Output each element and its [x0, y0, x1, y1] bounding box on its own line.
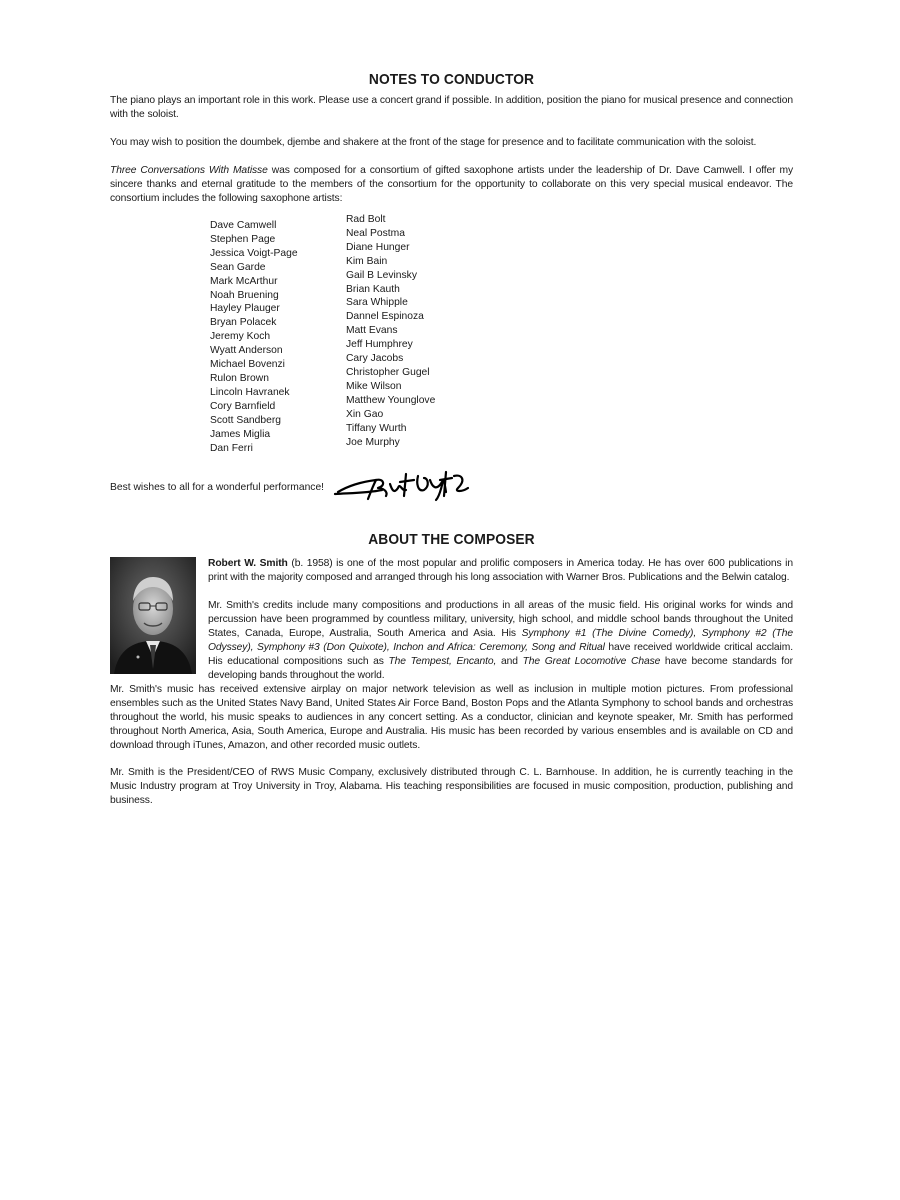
bio-credits-text: have become standards for developing bands throughout the world.: [208, 655, 793, 681]
bio-credits-text: and: [496, 655, 523, 667]
artist-name: Wyatt Anderson: [210, 345, 283, 357]
artist-name: Matthew Younglove: [346, 394, 436, 406]
artist-name: Neal Postma: [346, 227, 405, 239]
artists-list-left: [210, 219, 298, 455]
bio-paragraph-intro: [208, 557, 793, 585]
bio-paragraph-credits: [208, 599, 793, 682]
artists-list-right: [346, 213, 435, 449]
artist-name: Cory Barnfield: [210, 400, 276, 412]
artist-name: Noah Bruening: [210, 289, 279, 301]
bio-works-title: Symphony #1 (The Divine Comedy), Symphony #2 (The Odyssey), Symphony #3 (Don Quixote), Inchon and Africa: Ceremony, Song and Ritual: [208, 627, 793, 653]
notes-paragraph-consortium: [110, 164, 793, 206]
artist-name: Brian Kauth: [346, 283, 400, 295]
consortium-text: was composed for a consortium of gifted saxophone artists under the leadership of Dr. Dave Camwell. I offer my sincere thanks and eternal gratitude to the members of the consortium for the opportunity to collaborate on this very special musical endeavor. The consortium includes the following saxophone artists:: [110, 165, 793, 204]
artist-name: Bryan Polacek: [210, 317, 277, 329]
artist-name: Kim Bain: [346, 255, 388, 267]
notes-paragraph-percussion: You may wish to position the doumbek, djembe and shakere at the front of the stage for presence and to facilitate communication with the soloist.: [110, 137, 757, 148]
signature-image: [332, 466, 472, 504]
bio-paragraph-company: Mr. Smith is the President/CEO of RWS Music Company, exclusively distributed through C. L. Barnhouse. In addition, he is currently teaching in the Music Industry program at Troy University in Troy, Alabama. His teaching responsibilities are focused in music composition, production, publishing and business.: [110, 767, 793, 806]
bio-works-title: The Tempest, Encanto,: [388, 655, 497, 667]
artist-name: Stephen Page: [210, 233, 276, 245]
about-heading: ABOUT THE COMPOSER: [368, 531, 535, 548]
closing-wishes: Best wishes to all for a wonderful performance!: [110, 482, 325, 493]
artist-name: Dan Ferri: [210, 442, 253, 454]
notes-heading: NOTES TO CONDUCTOR: [368, 71, 535, 88]
artist-name: Sara Whipple: [346, 297, 408, 309]
artist-name: Hayley Plauger: [210, 303, 280, 315]
work-title: Three Conversations With Matisse: [110, 165, 268, 176]
artist-name: Gail B Levinsky: [346, 269, 417, 281]
artist-name: Mike Wilson: [346, 380, 402, 392]
artist-name: Sean Garde: [210, 261, 266, 273]
bio-works-title: The Great Locomotive Chase: [522, 655, 661, 667]
artist-name: Jeff Humphrey: [346, 339, 413, 351]
notes-paragraph-piano: The piano plays an important role in this work. Please use a concert grand if possible. In addition, position the piano for musical presence and connection with the soloist.: [110, 95, 793, 120]
artist-name: Tiffany Wurth: [346, 422, 407, 434]
bio-intro-text: (b. 1958) is one of the most popular and prolific composers in America today. He has over 600 publications in print with the majority composed and arranged through his long association with Warner Bros. Publications and the Belwin catalog.: [208, 558, 793, 583]
artist-name: Xin Gao: [346, 408, 384, 420]
artist-name: James Miglia: [210, 428, 271, 440]
artist-name: Mark McArthur: [210, 275, 278, 287]
composer-photo: [110, 557, 196, 674]
artist-name: Rulon Brown: [210, 372, 269, 384]
bio-paragraph-airplay: Mr. Smith's music has received extensive airplay on major network television as well as inclusion in multiple motion pictures. From professional ensembles such as the United States Navy Band, United States Air Force Band, Boston Pops and the Atlanta Symphony to school bands and orchestras throughout the world, his music speaks to audiences in any concert setting. As a conductor, clinician and keynote speaker, Mr. Smith has performed throughout North America, Asia, South America, Europe and Australia. His music has been recorded by various ensembles and is available on CD and download through iTunes, Amazon, and other recorded music outlets.: [110, 684, 793, 751]
artist-name: Lincoln Havranek: [210, 386, 290, 398]
artist-name: Joe Murphy: [346, 436, 400, 448]
artist-name: Rad Bolt: [346, 214, 386, 225]
artist-name: Diane Hunger: [346, 241, 410, 253]
artist-name: Jessica Voigt-Page: [210, 247, 298, 259]
artist-name: Cary Jacobs: [346, 353, 404, 365]
artist-name: Jeremy Koch: [210, 331, 271, 343]
artist-name: Christopher Gugel: [346, 366, 430, 378]
bio-credits-text: have received worldwide critical acclaim. His educational compositions such as: [208, 641, 793, 667]
artist-name: Dannel Espinoza: [346, 311, 424, 323]
artist-name: Dave Camwell: [210, 220, 277, 231]
artist-name: Scott Sandberg: [210, 414, 281, 426]
composer-name: Robert W. Smith: [208, 558, 288, 569]
artist-name: Matt Evans: [346, 325, 398, 337]
artist-name: Michael Bovenzi: [210, 359, 285, 371]
bio-credits-text: Mr. Smith's credits include many compositions and productions in all areas of the music field. His original works for winds and percussion have been programmed by countless military, university, high school, and middle school bands throughout the United States, Canada, Europe, Australia, South America and Asia. His: [208, 600, 793, 639]
